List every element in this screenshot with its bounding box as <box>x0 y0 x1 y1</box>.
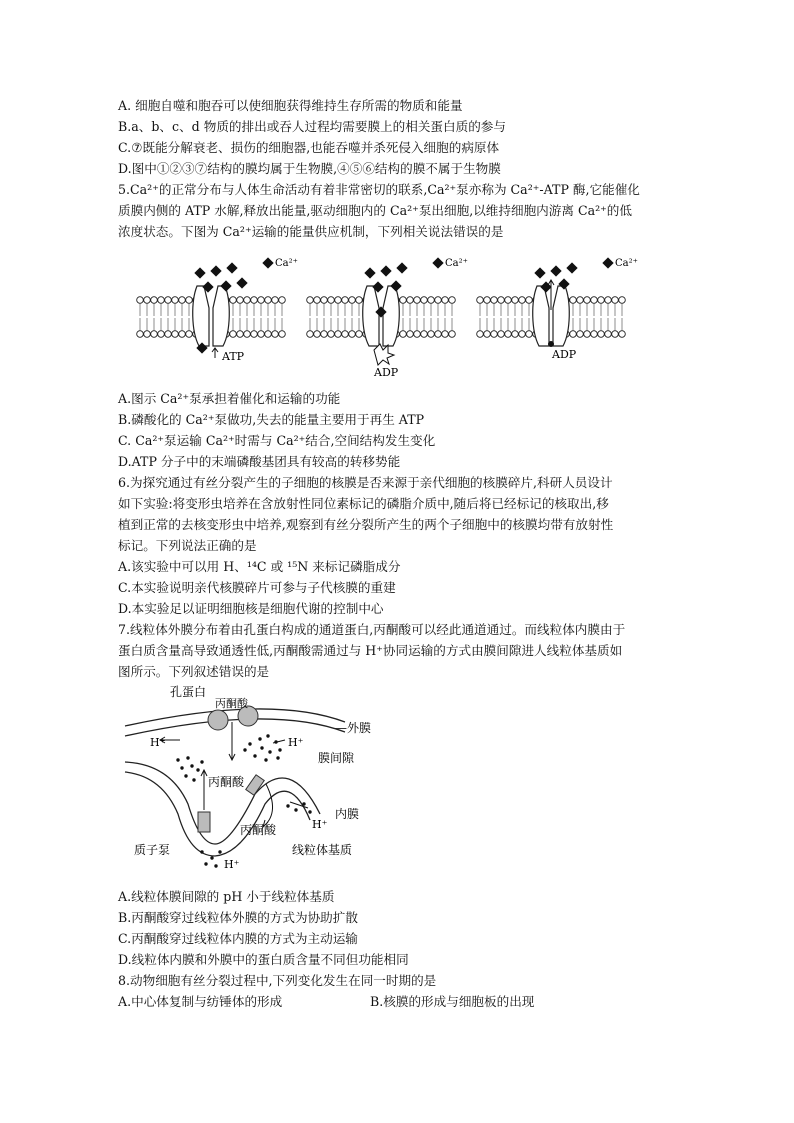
q8-option-b: B.核膜的形成与细胞板的出现 <box>370 994 535 1009</box>
q6-option-c: C.本实验说明亲代核膜碎片可参与子代核膜的重建 <box>118 580 396 595</box>
matrix-label: 线粒体基质 <box>292 843 353 857</box>
q8-option-a: A.中心体复制与纺锤体的形成 <box>118 994 283 1009</box>
mitochondria-figure <box>120 684 420 874</box>
q5-stem-line-3: 浓度状态。下图为 Ca²⁺运输的能量供应机制，下列相关说法错误的是 <box>118 224 504 239</box>
ca-label-2: Ca²⁺ <box>445 258 468 269</box>
q4-option-d: D.图中①②③⑦结构的膜均属于生物膜,④⑤⑥结构的膜不属于生物膜 <box>118 161 501 176</box>
q4-option-b: B.a、b、c、d 物质的排出或吞人过程均需要膜上的相关蛋白质的参与 <box>118 119 506 134</box>
outer-membrane-label: —外膜 <box>335 721 372 735</box>
h-left-label: H⁺ <box>150 736 166 749</box>
q5-option-c: C. Ca²⁺泵运输 Ca²⁺时需与 Ca²⁺结合,空间结构发生变化 <box>118 433 436 448</box>
q6-option-a: A.该实验中可以用 H、¹⁴C 或 ¹⁵N 来标记磷脂成分 <box>118 559 401 574</box>
h-bottom-label: H⁺ <box>224 858 240 871</box>
inner-membrane-label: 内膜 <box>335 807 360 821</box>
q8-stem: 8.动物细胞有丝分裂过程中,下列变化发生在同一时期的是 <box>118 973 437 988</box>
h-right-label: H⁺ <box>288 736 304 749</box>
porin-label: 孔蛋白 <box>170 685 207 699</box>
proton-pump-label: 质子泵 <box>134 843 171 857</box>
adp-label-2: ADP <box>552 348 577 361</box>
ca-label-1: Ca²⁺ <box>275 258 298 269</box>
q6-stem-line-1: 6.为探究通过有丝分裂产生的子细胞的核膜是否来源于亲代细胞的核膜碎片,科研人员设计 <box>118 475 613 490</box>
q5-option-b: B.磷酸化的 Ca²⁺泵做功,失去的能量主要用于再生 ATP <box>118 412 425 427</box>
pyruvate-mid-label: 丙酮酸 <box>208 775 245 789</box>
q5-stem-line-2: 质膜内侧的 ATP 水解,释放出能量,驱动细胞内的 Ca²⁺泵出细胞,以维持细胞内游离 Ca²⁺的低 <box>118 203 632 218</box>
ca-pump-figure <box>130 252 670 377</box>
pyruvate-bottom-label: 丙酮酸 <box>240 823 277 837</box>
q5-option-a: A.图示 Ca²⁺泵承担着催化和运输的功能 <box>118 391 341 406</box>
q7-option-c: C.丙酮酸穿过线粒体内膜的方式为主动运输 <box>118 931 358 946</box>
ca-label-3: Ca²⁺ <box>615 258 638 269</box>
q6-stem-line-2: 如下实验:将变形虫培养在含放射性同位素标记的磷脂介质中,随后将已经标记的核取出,移 <box>118 496 609 511</box>
pyruvate-top-label: 丙酮酸 <box>215 697 248 710</box>
q7-option-b: B.丙酮酸穿过线粒体外膜的方式为协助扩散 <box>118 910 358 925</box>
q7-option-a: A.线粒体膜间隙的 pH 小于线粒体基质 <box>118 889 335 904</box>
q7-stem-line-2: 蛋白质含量高导致通透性低,丙酮酸需通过与 H⁺协同运输的方式由膜间隙进人线粒体基质如 <box>118 643 623 658</box>
q5-option-d: D.ATP 分子中的末端磷酸基团具有较高的转移势能 <box>118 454 401 469</box>
q6-stem-line-3: 植到正常的去核变形虫中培养,观察到有丝分裂所产生的两个子细胞中的核膜均带有放射性 <box>118 517 614 532</box>
atp-label: ATP <box>222 350 245 363</box>
h-inner-label: H⁺ <box>312 818 328 831</box>
q7-option-d: D.线粒体内膜和外膜中的蛋白质含量不同但功能相同 <box>118 952 409 967</box>
q5-stem-line-1: 5.Ca²⁺的正常分布与人体生命活动有着非常密切的联系,Ca²⁺泵亦称为 Ca²⁺-ATP 酶,它能催化 <box>118 182 640 197</box>
q7-stem-line-1: 7.线粒体外膜分布着由孔蛋白构成的通道蛋白,丙酮酸可以经此通道通过。而线粒体内膜由于 <box>118 622 626 637</box>
intermembrane-space-label: 膜间隙 <box>318 751 355 765</box>
q4-option-a: A. 细胞自噬和胞吞可以使细胞获得维持生存所需的物质和能量 <box>118 98 463 113</box>
q6-stem-line-4: 标记。下列说法正确的是 <box>118 538 257 553</box>
q4-option-c: C.⑦既能分解衰老、损伤的细胞器,也能吞噬并杀死侵入细胞的病原体 <box>118 140 500 155</box>
q6-option-d: D.本实验足以证明细胞核是细胞代谢的控制中心 <box>118 601 384 616</box>
adp-label-1: ADP <box>374 366 399 377</box>
q7-stem-line-3: 图所示。下列叙述错误的是 <box>118 664 270 679</box>
